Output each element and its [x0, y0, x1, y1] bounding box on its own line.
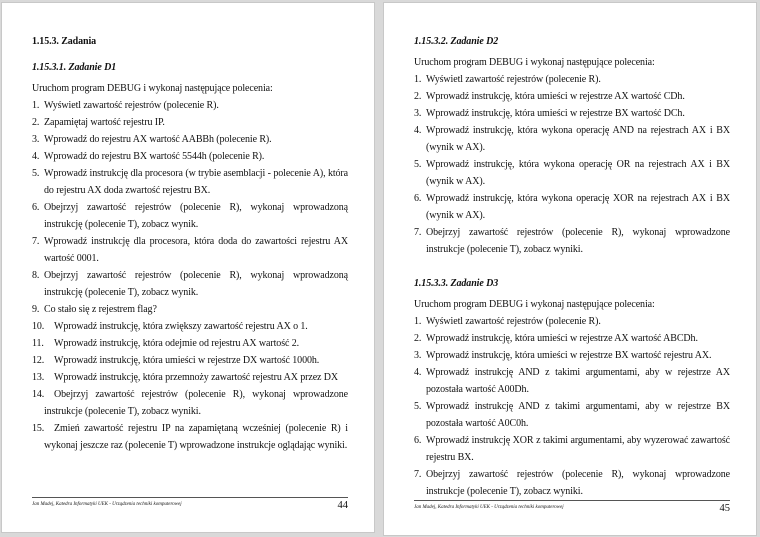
page-footer [32, 497, 348, 518]
item-number: 5. [414, 401, 422, 412]
item-number: 3. [414, 108, 422, 119]
list-item [414, 105, 730, 122]
item-text: Obejrzyj zawartość rejestrów (polecenie R), wykonaj wprowadzoną instrukcję (polecenie T), zobacz wynik. [44, 202, 348, 230]
list-item [414, 190, 730, 224]
item-number: 7. [32, 236, 40, 247]
list-item [32, 335, 348, 352]
item-text: Wprowadź instrukcję AND z takimi argumentami, aby w rejestrze BX pozostała wartość A0C0h. [426, 401, 730, 429]
item-number: 13. [32, 372, 45, 383]
item-number: 4. [32, 151, 40, 162]
page-number: 45 [719, 503, 730, 514]
task-d2-intro: Uruchom program DEBUG i wykonaj następujące polecenia: [414, 57, 655, 68]
item-text: Co stało się z rejestrem flag? [44, 304, 157, 315]
item-number: 5. [32, 168, 40, 179]
item-number: 9. [32, 304, 40, 315]
list-item [32, 97, 348, 114]
item-number: 6. [414, 435, 422, 446]
item-text: Wyświetl zawartość rejestrów (polecenie R). [426, 74, 601, 85]
item-number: 2. [414, 333, 422, 344]
item-number: 7. [414, 227, 422, 238]
task-d3-list [414, 313, 730, 500]
item-number: 12. [32, 355, 45, 366]
task-d3-title: 1.15.3.3. Zadanie D3 [414, 278, 499, 289]
spacer [414, 258, 730, 275]
task-d2-title: 1.15.3.2. Zadanie D2 [414, 36, 499, 47]
item-text: Wprowadź instrukcję, która wykona operację XOR na rejestrach AX i BX (wynik w AX). [426, 193, 730, 221]
item-text: Wprowadź instrukcję dla procesora, która doda do zawartości rejestru AX wartość 0001. [44, 236, 348, 264]
item-text: Wprowadź instrukcję, która odejmie od rejestru AX wartość 2. [54, 338, 300, 349]
item-number: 1. [414, 316, 422, 327]
list-item [32, 131, 348, 148]
list-item [32, 352, 348, 369]
list-item [32, 199, 348, 233]
list-item [414, 71, 730, 88]
item-text: Wprowadź instrukcję, która umieści w rejestrze BX wartość DCh. [426, 108, 685, 119]
list-item [414, 347, 730, 364]
item-text: Zmień zawartość rejestru IP na zapamiętaną wcześniej (polecenie R) i wykonaj jeszcze raz (polecenie T) wprowadzone instrukcje oglądając wyniki. [44, 423, 348, 451]
list-item [414, 466, 730, 500]
page-44 [1, 2, 375, 533]
item-text: Wprowadź instrukcję, która wykona operację OR na rejestrach AX i BX (wynik w AX). [426, 159, 730, 187]
item-text: Wprowadź instrukcję, która umieści w rejestrze BX wartość rejestru AX. [426, 350, 712, 361]
item-text: Wprowadź instrukcję XOR z takimi argumentami, aby wyzerować zawartość rejestru BX. [426, 435, 730, 463]
item-text: Wprowadź instrukcję, która zwiększy zawartość rejestru AX o 1. [54, 321, 308, 332]
item-text: Wprowadź do rejestru AX wartość AABBh (polecenie R). [44, 134, 272, 145]
list-item [32, 267, 348, 301]
footer-text: Jan Madej, Katedra Informatyki UEK - Urządzenia techniki komputerowej [32, 502, 182, 507]
page-footer [414, 500, 730, 521]
item-number: 6. [32, 202, 40, 213]
list-item [32, 318, 348, 335]
list-item [414, 330, 730, 347]
item-text: Obejrzyj zawartość rejestrów (polecenie R), wykonaj wprowadzone instrukcje (polecenie T), zobacz wyniki. [44, 389, 348, 417]
item-text: Wprowadź instrukcję, która wykona operację AND na rejestrach AX i BX (wynik w AX). [426, 125, 730, 153]
item-number: 11. [32, 338, 44, 349]
list-item [32, 369, 348, 386]
item-number: 15. [32, 423, 45, 434]
item-text: Wyświetl zawartość rejestrów (polecenie R). [44, 100, 219, 111]
page-number: 44 [337, 500, 348, 511]
task-d1-title: 1.15.3.1. Zadanie D1 [32, 62, 117, 73]
list-item [32, 301, 348, 318]
list-item [32, 420, 348, 454]
item-number: 6. [414, 193, 422, 204]
item-number: 2. [414, 91, 422, 102]
item-text: Wyświetl zawartość rejestrów (polecenie R). [426, 316, 601, 327]
item-number: 7. [414, 469, 422, 480]
task-d1-list [32, 97, 348, 454]
list-item [32, 114, 348, 131]
item-number: 10. [32, 321, 45, 332]
task-d2-list [414, 71, 730, 258]
item-number: 2. [32, 117, 40, 128]
item-number: 1. [414, 74, 422, 85]
item-text: Obejrzyj zawartość rejestrów (polecenie R), wykonaj wprowadzone instrukcje (polecenie T), zobacz wyniki. [426, 227, 730, 255]
list-item [32, 165, 348, 199]
page-content [32, 33, 348, 454]
item-text: Wprowadź instrukcję, która umieści w rejestrze AX wartość ABCDh. [426, 333, 698, 344]
item-text: Zapamiętaj wartość rejestru IP. [44, 117, 165, 128]
list-item [414, 398, 730, 432]
item-number: 1. [32, 100, 40, 111]
section-heading: 1.15.3. Zadania [32, 36, 97, 47]
list-item [414, 432, 730, 466]
item-number: 3. [414, 350, 422, 361]
item-text: Wprowadź do rejestru BX wartość 5544h (polecenie R). [44, 151, 265, 162]
page-content [414, 33, 730, 500]
list-item [32, 386, 348, 420]
item-number: 8. [32, 270, 40, 281]
item-number: 14. [32, 389, 45, 400]
list-item [414, 122, 730, 156]
item-text: Obejrzyj zawartość rejestrów (polecenie R), wykonaj wprowadzoną instrukcję (polecenie T), zobacz wynik. [44, 270, 348, 298]
item-number: 5. [414, 159, 422, 170]
item-number: 3. [32, 134, 40, 145]
page-45 [383, 2, 757, 536]
list-item [414, 364, 730, 398]
item-number: 4. [414, 367, 422, 378]
list-item [414, 88, 730, 105]
list-item [32, 148, 348, 165]
task-d1-intro: Uruchom program DEBUG i wykonaj następujące polecenia: [32, 83, 273, 94]
item-text: Wprowadź instrukcję, która umieści w rejestrze AX wartość CDh. [426, 91, 685, 102]
list-item [32, 233, 348, 267]
item-text: Wprowadź instrukcję, która umieści w rejestrze DX wartość 1000h. [54, 355, 320, 366]
item-text: Wprowadź instrukcję AND z takimi argumentami, aby w rejestrze AX pozostała wartość A00Dh. [426, 367, 730, 395]
list-item [414, 224, 730, 258]
footer-text: Jan Madej, Katedra Informatyki UEK - Urządzenia techniki komputerowej [414, 505, 564, 510]
item-text: Wprowadź instrukcję dla procesora (w trybie asemblacji - polecenie A), która do rejestru AX doda zwartość rejestru BX. [44, 168, 348, 196]
item-text: Wprowadź instrukcję, która przemnoży zawartość rejestru AX przez DX [54, 372, 339, 383]
task-d3-intro: Uruchom program DEBUG i wykonaj następujące polecenia: [414, 299, 655, 310]
list-item [414, 313, 730, 330]
item-number: 4. [414, 125, 422, 136]
list-item [414, 156, 730, 190]
item-text: Obejrzyj zawartość rejestrów (polecenie R), wykonaj wprowadzone instrukcje (polecenie T), zobacz wyniki. [426, 469, 730, 497]
